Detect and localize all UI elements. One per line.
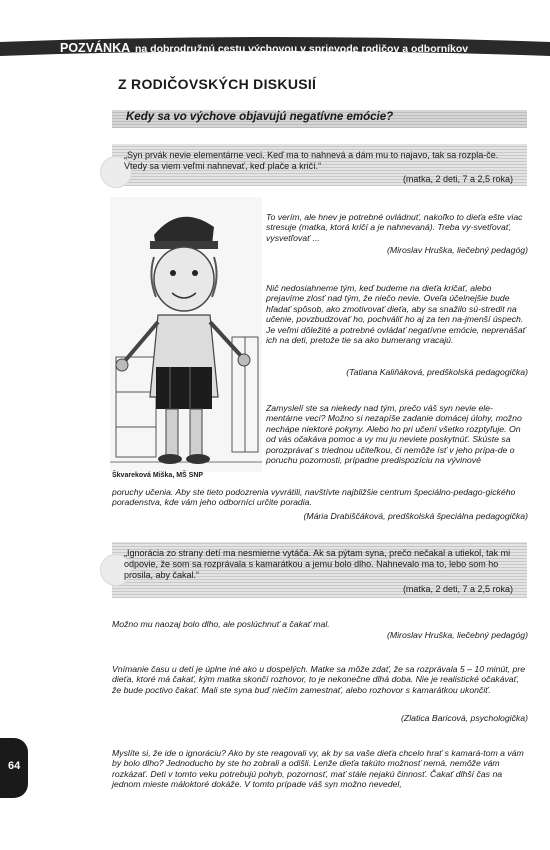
banner-graphic: [0, 34, 550, 58]
parent-quote-2: [112, 542, 527, 598]
child-drawing: [110, 197, 262, 472]
reply-2-source: (Tatiana Kaliňáková, predškolská pedagogička): [346, 367, 528, 377]
banner-rest: na dobrodružnú cestu výchovou v sprievode rodičov a odborníkov: [135, 43, 469, 55]
reply-4-source: (Miroslav Hruška, liečebný pedagóg): [387, 630, 528, 640]
reply-2-text: Nič nedosiahneme tým, keď budeme na dieťa kričať, alebo prejavíme zlosť nad tým, že niečo nevie. Oveľa účelnejšie bude hľadať spôsob, ako zmotivovať dieťa, aby sa snažilo sú-stredit na učenie, povzbudzovať ho, pochváliť ho aj za ten na-jmenší úspech. Je veľmi dôležité a potrebné ovládať negatívne emócie, neprenášať ich na deti, pretože tie sa ako bumerang vracajú.: [266, 283, 526, 346]
header-banner: [0, 34, 550, 58]
reply-4-text: Možno mu naozaj bolo dlho, ale poslúchnuť a čakať mal.: [112, 619, 330, 629]
quote-1-source: (matka, 2 deti, 7 a 2,5 roka): [402, 174, 513, 184]
reply-3-text-narrow: Zamyslelí ste sa niekedy nad tým, prečo váš syn nevie ele-mentárne veci? Možno si nezapíše zadanie domácej úlohy, možno nechápe niektoré pokyny. Alebo ho pri učení všetko rozptyľuje. On od vás očakáva pomoc a vy mu ju neviete poskytnúť. Skúste sa porozprávať s triednou učiteľkou, či nemôže ísť v jeho prípa-de o poruchu pozornosti, prípadne predispozíciu na vývinové: [266, 403, 522, 466]
reply-3-text-wide: poruchy učenia. Aby ste tieto podozrenia vyvrátili, navštívte najbližšie centrum špeciálno-pedago-gického poradenstva, kde vám jeho odborníci určite poradia.: [112, 487, 516, 508]
topic-bar: [112, 110, 527, 128]
page-number: 64: [8, 760, 21, 772]
reply-3-source: (Mária Drabiščáková, predškolská špeciálna pedagogička): [303, 511, 528, 521]
drawing-illustration: [110, 197, 262, 472]
quote-2-text: „Ignorácia zo strany detí ma nesmierne vytáča. Ak sa pýtam syna, prečo nečakal a utiekol, tak mi odpovie, že som sa rozprávala s kamarátkou a jemu bolo dlho. Nahnevalo ma to, lebo som ho prosila, aby čakal.“: [124, 548, 511, 580]
section-heading: Z RODIČOVSKÝCH DISKUSIÍ: [118, 76, 317, 92]
reply-1-source: (Miroslav Hruška, liečebný pedagóg): [387, 245, 528, 255]
reply-5-text: Vnímanie času u detí je úplne iné ako u dospelých. Matke sa môže zdať, že sa rozprávala 5 – 10 minút, pre dieťa, ktoré má čakať, kým matka skončí rozhovor, to je nekonečne dlhá doba. Nie je realistické očakávať, že bude poctivo čakať. Mali ste syna buď niečím zamestnať, alebo rozhovor s kamarátkou ukončiť.: [112, 664, 526, 695]
quote-1-text: „Syn prvák nevie elementárne veci. Keď ma to nahnevá a dám mu to najavo, tak sa rozpla-če. Vtedy sa viem veľmi nahnevať, keď plače a kričí.“: [124, 150, 499, 171]
reply-6-text: Myslíte si, že ide o ignoráciu? Ako by ste reagovali vy, ak by sa vaše dieťa chcelo hrať s kamará-tom a vám by bolo dlho? Jednoducho by ste ho zobrali a odišli. Lenže dieťa takúto možnosť nemá, nemôže vám rozkázať. Deti v tomto veku potrebujú pohyb, pozornosť, mať stále nejakú činnosť. Čakať dlhší čas na jednom mieste máloktoré dokáže. V tomto prípade váš syn možno nevedel,: [112, 748, 524, 790]
parent-quote-1: [112, 144, 527, 186]
topic-question: Kedy sa vo výchove objavujú negatívne emócie?: [126, 111, 394, 123]
reply-1-text: To verím, ale hnev je potrebné ovládnuť, nakoľko to dieťa ešte viac stresuje (matka, ktorá kričí a je nahnevaná). Treba vy-svetľovať, vysvetľovať ...: [266, 212, 523, 243]
banner-lead: POZVÁNKA: [60, 41, 131, 55]
reply-5-source: (Zlatica Baricová, psychologička): [401, 713, 528, 723]
drawing-caption: Škvareková Miška, MŠ SNP: [112, 472, 204, 479]
quote-2-source: (matka, 2 deti, 7 a 2,5 roka): [402, 584, 513, 594]
